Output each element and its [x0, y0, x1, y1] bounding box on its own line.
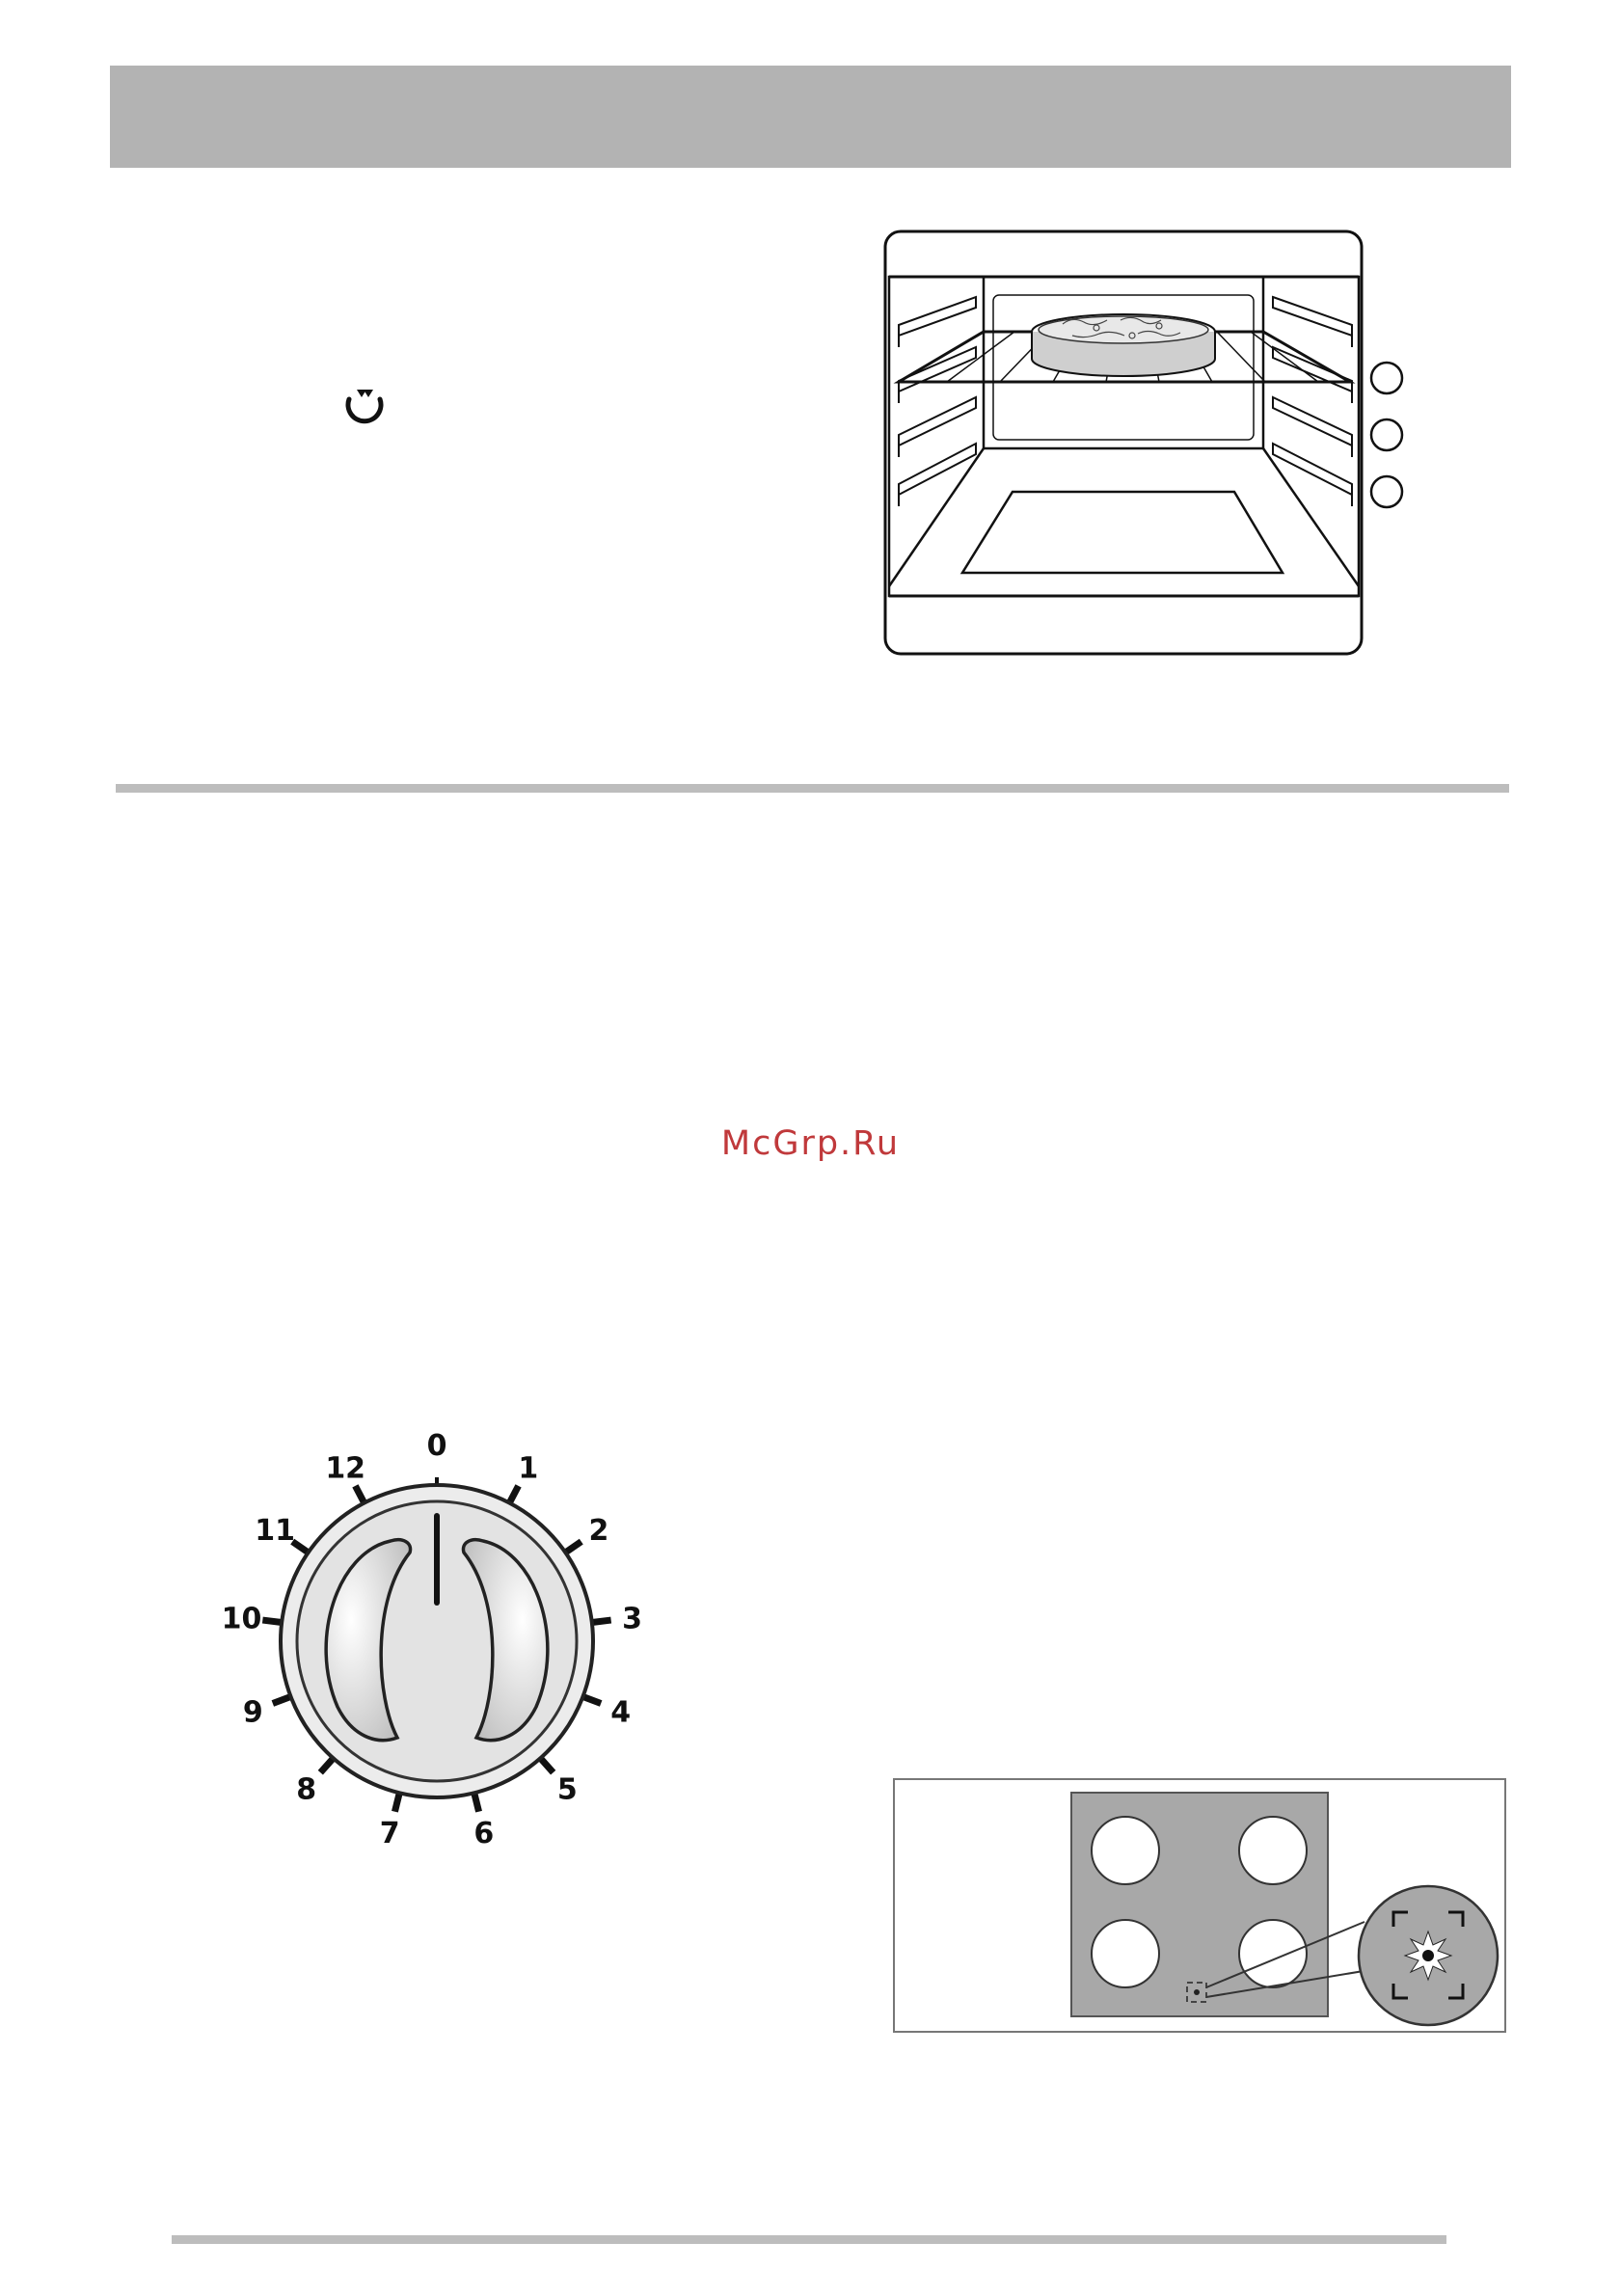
- knob-scale-label: 12: [325, 1451, 366, 1486]
- control-knob-illustration: [193, 1427, 675, 1880]
- knob-scale-label: 0: [426, 1429, 447, 1463]
- oven-illustration: [879, 224, 1383, 660]
- oven-side-dials: [1367, 359, 1406, 513]
- knob-scale-label: 4: [610, 1695, 632, 1730]
- knob-scale-label: 9: [242, 1695, 263, 1730]
- knob-scale-label: 1: [518, 1451, 539, 1486]
- turn-symbol-icon: [336, 384, 393, 434]
- knob-scale-label: 2: [588, 1514, 609, 1549]
- knob-scale-label: 6: [473, 1817, 495, 1851]
- watermark: McGrp.Ru: [720, 1124, 901, 1163]
- hob-illustration: [892, 1777, 1509, 2036]
- knob-scale-label: 5: [556, 1772, 578, 1807]
- knob-scale-label: 10: [221, 1602, 262, 1636]
- header-bar: [110, 66, 1511, 168]
- knob-scale-label: 8: [296, 1772, 317, 1807]
- section-divider: [116, 784, 1509, 793]
- knob-scale-label: 3: [622, 1602, 642, 1636]
- knob-scale-label: 11: [255, 1514, 295, 1549]
- knob-scale-label: 7: [379, 1817, 400, 1851]
- footer-rule: [172, 2235, 1446, 2244]
